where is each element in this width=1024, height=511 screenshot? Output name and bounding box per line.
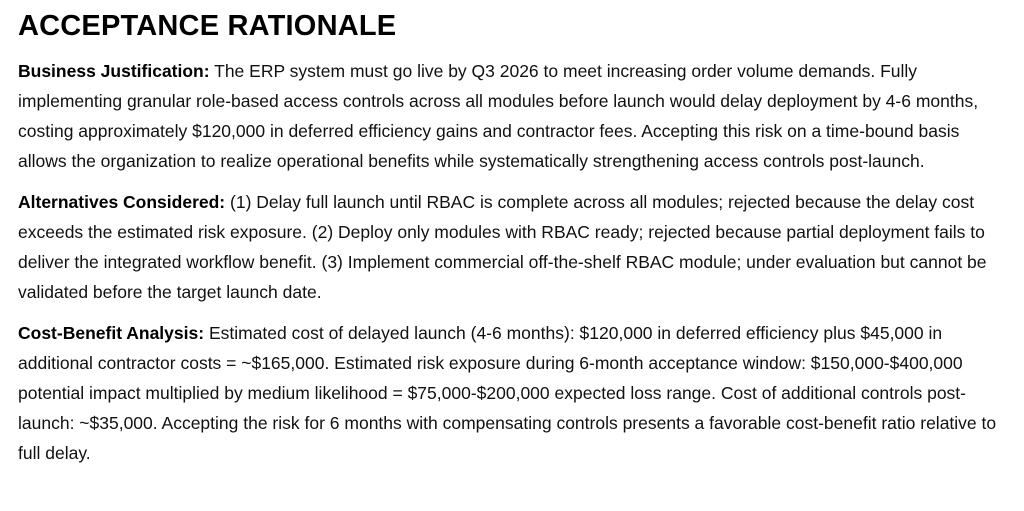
section-text: (1) Delay full launch until RBAC is complete across all modules; rejected because the delay cost exceeds the estimated risk exposure. (2) Deploy only modules with RBAC ready; rejected because partial deployment fails to deliver the integrated workflow benefit. (3) Implement commercial off-the-shelf RBAC module; under evaluation but cannot be validated before the target launch date. bbox=[18, 192, 987, 302]
section-cost-benefit-analysis bbox=[18, 318, 1006, 468]
page-title: ACCEPTANCE RATIONALE bbox=[18, 10, 397, 42]
section-label: Business Justification: bbox=[18, 61, 210, 81]
section-label: Alternatives Considered: bbox=[18, 192, 226, 212]
section-alternatives-considered bbox=[18, 187, 1006, 307]
section-text: Estimated cost of delayed launch (4-6 months): $120,000 in deferred efficiency plus $45,000 in additional contractor costs = ~$165,000. Estimated risk exposure during 6-month acceptance window: $150,000-$400,000 potential impact multiplied by medium likelihood = $75,000-$200,000 expected loss range. Cost of additional controls post-launch: ~$35,000. Accepting the risk for 6 months with compensating controls presents a favorable cost-benefit ratio relative to full delay. bbox=[18, 323, 997, 463]
section-label: Cost-Benefit Analysis: bbox=[18, 323, 205, 343]
section-business-justification bbox=[18, 56, 1006, 176]
section-text: The ERP system must go live by Q3 2026 to meet increasing order volume demands. Fully implementing granular role-based access controls across all modules before launch would delay deployment by 4-6 months, costing approximately $120,000 in deferred efficiency gains and contractor fees. Accepting this risk on a time-bound basis allows the organization to realize operational benefits while systematically strengthening access controls post-launch. bbox=[18, 61, 979, 171]
